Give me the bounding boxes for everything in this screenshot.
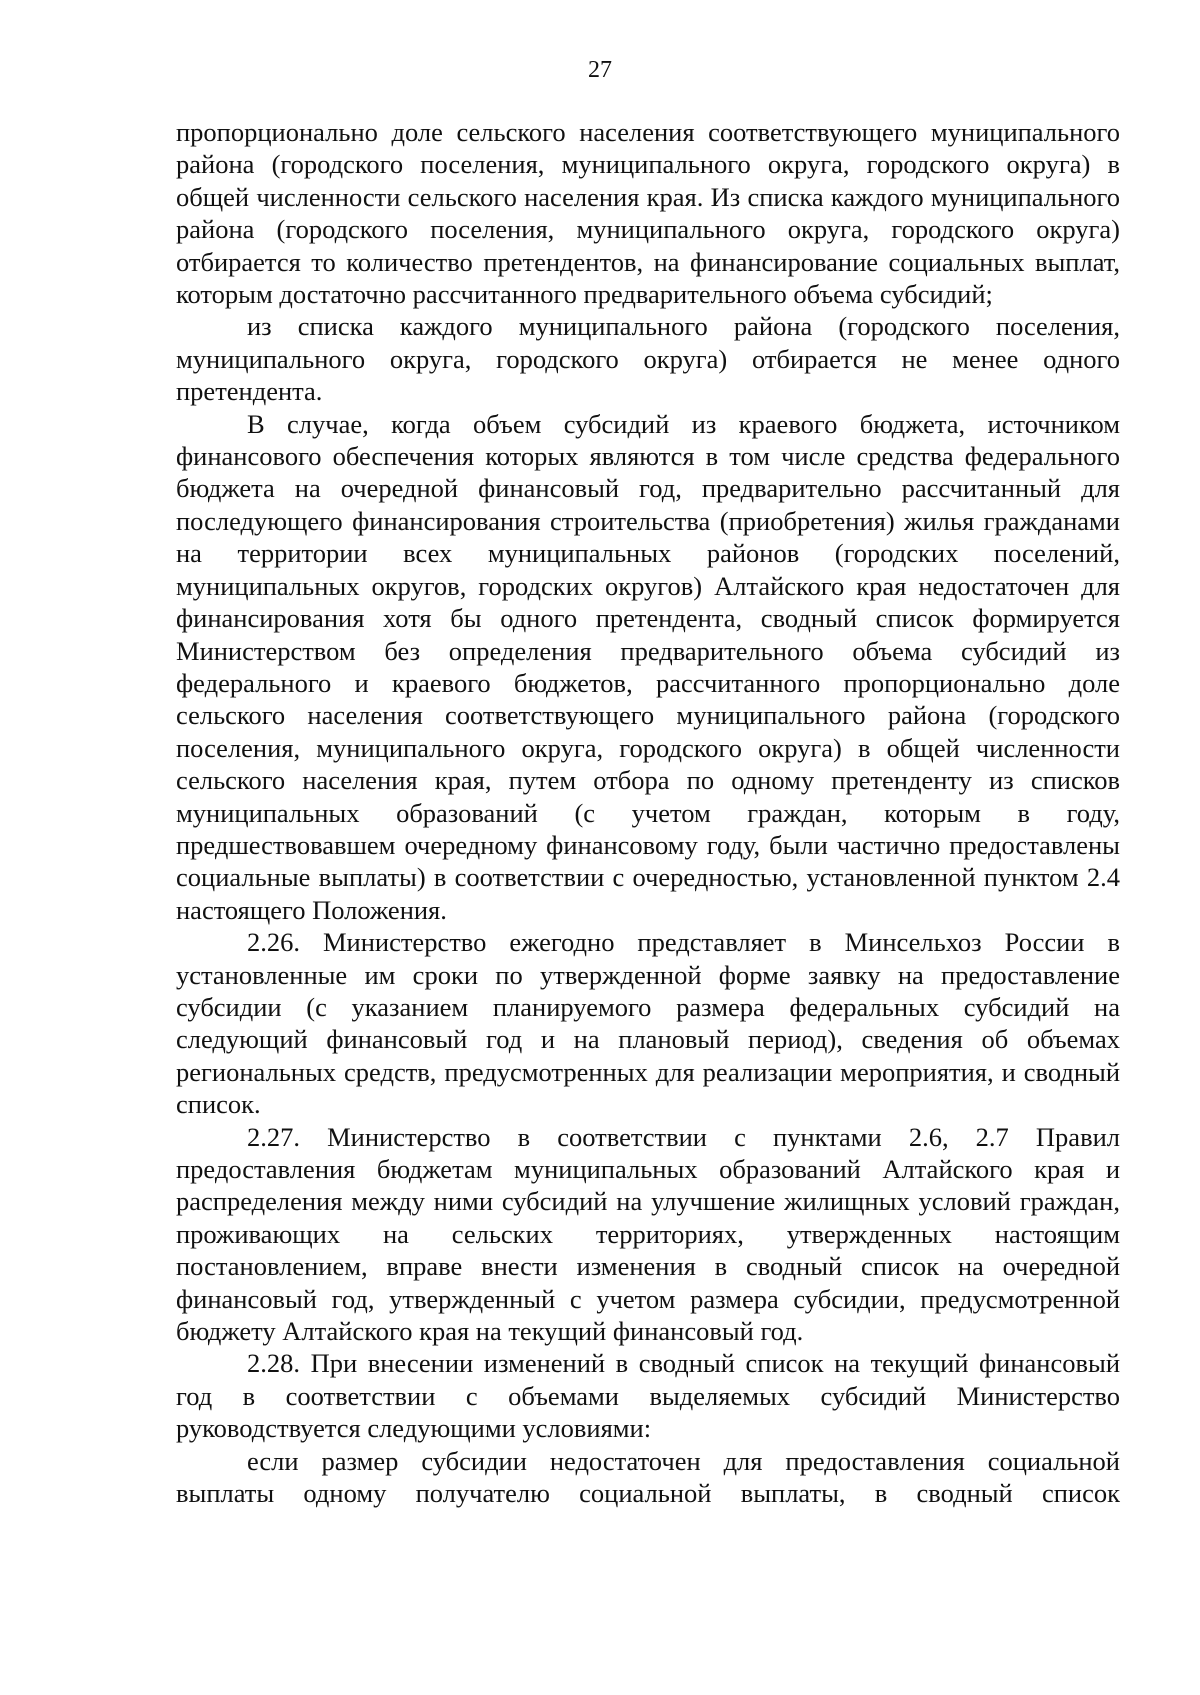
page-number: 27 <box>588 57 612 83</box>
document-body <box>176 116 1120 1509</box>
paragraph-3: В случае, когда объем субсидий из краевого бюджета, источником финансового обеспечения которых являются в том числе средства федерального бюджета на очередной финансовый год, предварительно рассчитанный для последующего финансирования строительства (приобретения) жилья гражданами на территории всех муниципальных районов (городских поселений, муниципальных округов, городских округов) Алтайского края недостаточен для финансирования хотя бы одного претендента, сводный список формируется Министерством без определения предварительного объема субсидий из федерального и краевого бюджетов, рассчитанного пропорционально доле сельского населения соответствующего муниципального района (городского поселения, муниципального округа, городского округа) в общей численности сельского населения края, путем отбора по одному претенденту из списков муниципальных образований (с учетом граждан, которым в году, предшествовавшем очередному финансовому году, были частично предоставлены социальные выплаты) в соответствии с очередностью, установленной пунктом 2.4 настоящего Положения. <box>176 408 1120 925</box>
paragraph-5: 2.27. Министерство в соответствии с пунктами 2.6, 2.7 Правил предоставления бюджетам муниципальных образований Алтайского края и распределения между ними субсидий на улучшение жилищных условий граждан, проживающих на сельских территориях, утвержденных настоящим постановлением, вправе внести изменения в сводный список на очередной финансовый год, утвержденный с учетом размера субсидии, предусмотренной бюджету Алтайского края на текущий финансовый год. <box>176 1121 1120 1347</box>
paragraph-2: из списка каждого муниципального района (городского поселения, муниципального округа, городского округа) отбирается не менее одного претендента. <box>176 311 1120 407</box>
paragraph-7: если размер субсидии недостаточен для предоставления социальной выплаты одному получателю социальной выплаты, в сводный список <box>176 1445 1120 1509</box>
paragraph-1: пропорционально доле сельского населения соответствующего муниципального района (городского поселения, муниципального округа, городского округа) в общей численности сельского населения края. Из списка каждого муниципального района (городского поселения, муниципального округа, городского округа) отбирается то количество претендентов, на финансирование социальных выплат, которым достаточно рассчитанного предварительного объема субсидий; <box>176 117 1120 310</box>
paragraph-4: 2.26. Министерство ежегодно представляет в Минсельхоз России в установленные им сроки по утвержденной форме заявку на предоставление субсидии (с указанием планируемого размера федеральных субсидий на следующий финансовый год и на плановый период), сведения об объемах региональных средств, предусмотренных для реализации мероприятия, и сводный список. <box>176 927 1120 1120</box>
paragraph-6: 2.28. При внесении изменений в сводный список на текущий финансовый год в соответствии с объемами выделяемых субсидий Министерство руководствуется следующими условиями: <box>176 1348 1120 1444</box>
